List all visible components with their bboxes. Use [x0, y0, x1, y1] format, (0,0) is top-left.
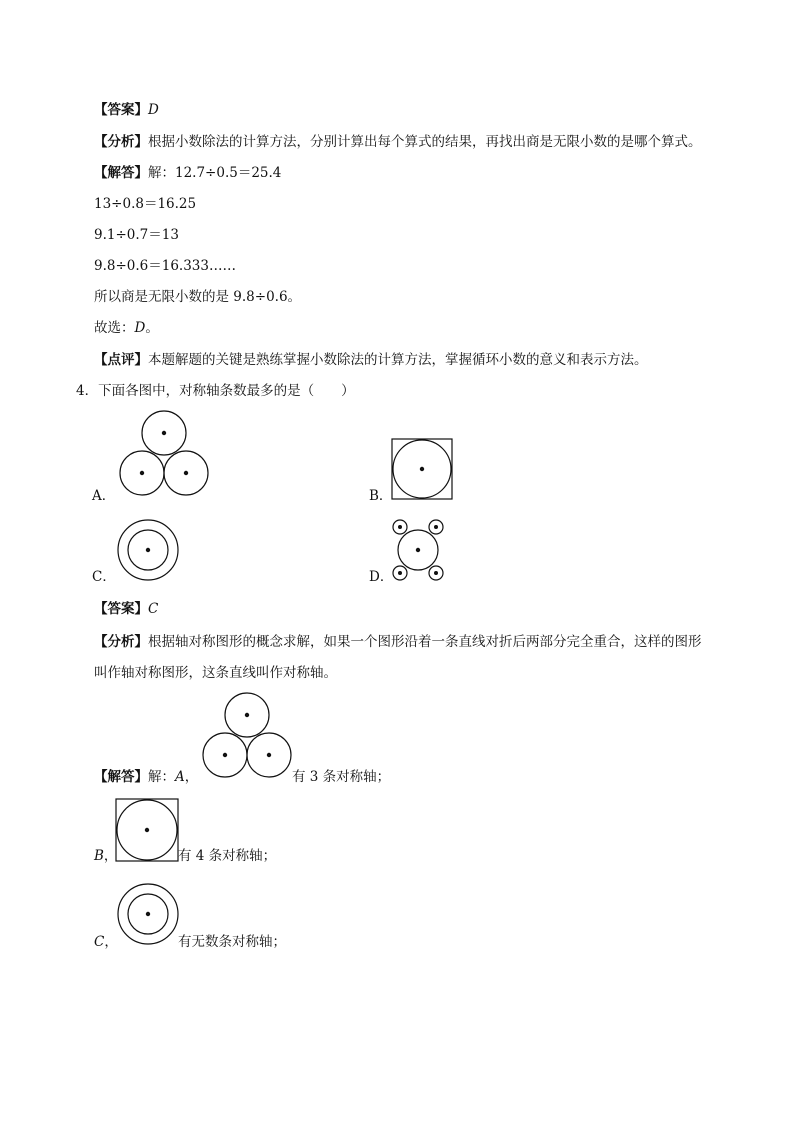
solution-b-text: 有 4 条对称轴；: [178, 848, 277, 864]
q3-answer: [94, 100, 159, 120]
q3-choose: [94, 318, 159, 338]
answer-value: D: [148, 102, 159, 118]
comment-text: 本题解题的关键是熟练掌握小数除法的计算方法，掌握循环小数的意义和表示方法。: [148, 352, 648, 368]
choose-prefix: 故选：: [94, 320, 135, 336]
analysis-tag: 【分析】: [94, 634, 148, 650]
concentric-circles-figure-icon: [116, 882, 180, 946]
option-b-label: B．: [369, 488, 393, 504]
solution-line: 所以商是无限小数的是 9.8÷0.6。: [94, 289, 302, 305]
three-circles-figure-icon: [116, 409, 212, 501]
solution-line: 13÷0.8＝16.25: [94, 196, 197, 212]
circle-in-square-figure-icon: [115, 798, 179, 862]
analysis-text: 根据小数除法的计算方法，分别计算出每个算式的结果，再找出商是无限小数的是哪个算式。: [148, 134, 702, 150]
solution-c-letter: C: [94, 934, 105, 950]
solution-line: 9.8÷0.6＝16.333……: [94, 258, 236, 274]
choose-value: D: [134, 320, 146, 336]
q4-solution-c-prefix: [94, 932, 118, 952]
comma: ，: [184, 769, 199, 785]
q4-analysis: [94, 632, 702, 652]
analysis-tag: 【分析】: [94, 134, 148, 150]
option-d-label: D．: [369, 569, 394, 585]
option-a-label: A．: [92, 488, 116, 504]
answer-tag: 【答案】: [94, 102, 148, 118]
choose-suffix: 。: [145, 320, 159, 336]
analysis-text: 根据轴对称图形的概念求解，如果一个图形沿着一条直线对折后两部分完全重合，这样的图形: [148, 634, 702, 650]
solution-b-letter: B: [94, 848, 104, 864]
comma: ，: [103, 848, 118, 864]
comma: ，: [104, 934, 118, 950]
solution-a-letter: A: [175, 769, 185, 785]
q3-solution: [94, 163, 281, 183]
answer-tag: 【答案】: [94, 601, 148, 617]
circle-with-four-small-circles-figure-icon: [391, 518, 445, 582]
circle-in-square-figure-icon: [391, 438, 453, 500]
q4-question: 4．下面各图中，对称轴条数最多的是（ ）: [76, 383, 355, 399]
solution-a-text: 有 3 条对称轴；: [292, 769, 391, 785]
solution-tag: 【解答】: [94, 769, 148, 785]
option-c-label: C．: [92, 569, 116, 585]
concentric-circles-figure-icon: [116, 518, 180, 582]
q4-solution-b-prefix: [94, 846, 117, 866]
q3-comment: [94, 350, 648, 370]
comment-tag: 【点评】: [94, 352, 148, 368]
q4-answer: [94, 599, 158, 619]
q4-solution-a-prefix: [94, 767, 198, 787]
q3-analysis: [94, 132, 702, 152]
solution-c-text: 有无数条对称轴；: [178, 934, 286, 950]
solution-prefix: 解：: [148, 769, 175, 785]
analysis-text-line2: 叫作轴对称图形，这条直线叫作对称轴。: [94, 665, 337, 681]
solution-line: 解：12.7÷0.5＝25.4: [148, 165, 282, 181]
answer-value: C: [148, 601, 159, 617]
solution-tag: 【解答】: [94, 165, 148, 181]
three-circles-figure-icon: [199, 691, 295, 783]
solution-line: 9.1÷0.7＝13: [94, 227, 179, 243]
